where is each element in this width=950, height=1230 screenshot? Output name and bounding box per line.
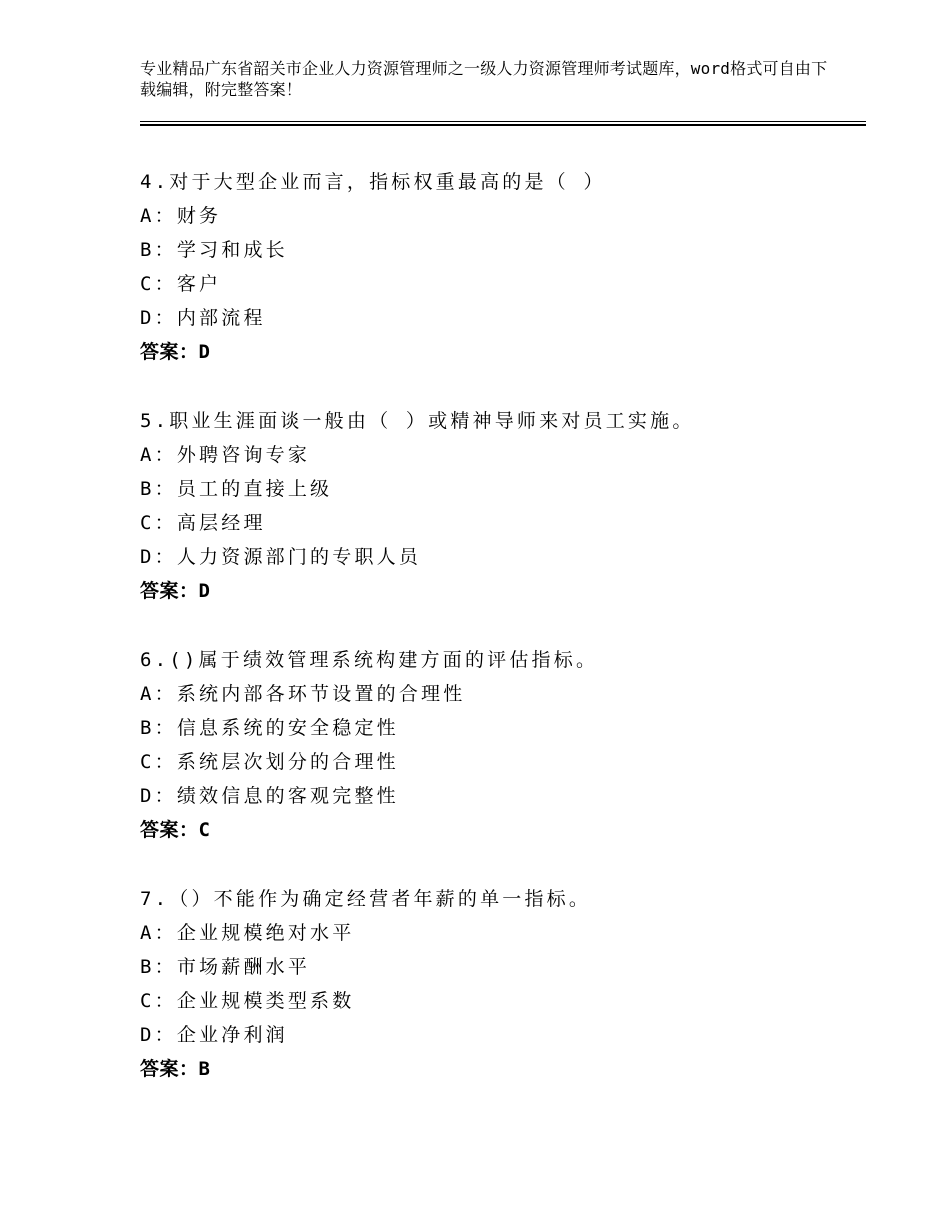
question-6 (140, 643, 860, 847)
option-b: B：市场薪酬水平 (140, 956, 311, 978)
option-b: B：学习和成长 (140, 239, 288, 261)
option-d: D：企业净利润 (140, 1024, 288, 1046)
option-d: D：绩效信息的客观完整性 (140, 785, 399, 807)
option-a: A：企业规模绝对水平 (140, 922, 355, 944)
header-divider-top (140, 121, 866, 122)
option-b: B：信息系统的安全稳定性 (140, 717, 399, 739)
question-stem: 5.职业生涯面谈一般由（ ）或精神导师来对员工实施。 (140, 410, 695, 432)
option-a: A：外聘咨询专家 (140, 444, 311, 466)
document-header (140, 58, 830, 100)
document-title: 专业精品广东省韶关市企业人力资源管理师之一级人力资源管理师考试题库，word格式可自由下载编辑，附完整答案！ (140, 59, 828, 99)
option-d: D：人力资源部门的专职人员 (140, 546, 422, 568)
question-stem: 4.对于大型企业而言，指标权重最高的是（ ） (140, 171, 606, 193)
header-divider-bottom (140, 124, 866, 126)
option-c: C：系统层次划分的合理性 (140, 751, 399, 773)
answer-text: 答案：B (140, 1058, 211, 1080)
answer-text: 答案：C (140, 819, 211, 841)
question-4 (140, 165, 860, 369)
question-5 (140, 404, 860, 608)
answer-text: 答案：D (140, 580, 211, 602)
question-list (140, 165, 860, 1121)
option-c: C：高层经理 (140, 512, 266, 534)
option-b: B：员工的直接上级 (140, 478, 333, 500)
option-c: C：客户 (140, 273, 222, 295)
option-a: A：财务 (140, 205, 222, 227)
question-7 (140, 882, 860, 1086)
option-c: C：企业规模类型系数 (140, 990, 355, 1012)
question-stem: 6.()属于绩效管理系统构建方面的评估指标。 (140, 649, 599, 671)
answer-text: 答案：D (140, 341, 211, 363)
question-stem: 7.（）不能作为确定经营者年薪的单一指标。 (140, 888, 592, 910)
option-d: D：内部流程 (140, 307, 266, 329)
option-a: A：系统内部各环节设置的合理性 (140, 683, 466, 705)
